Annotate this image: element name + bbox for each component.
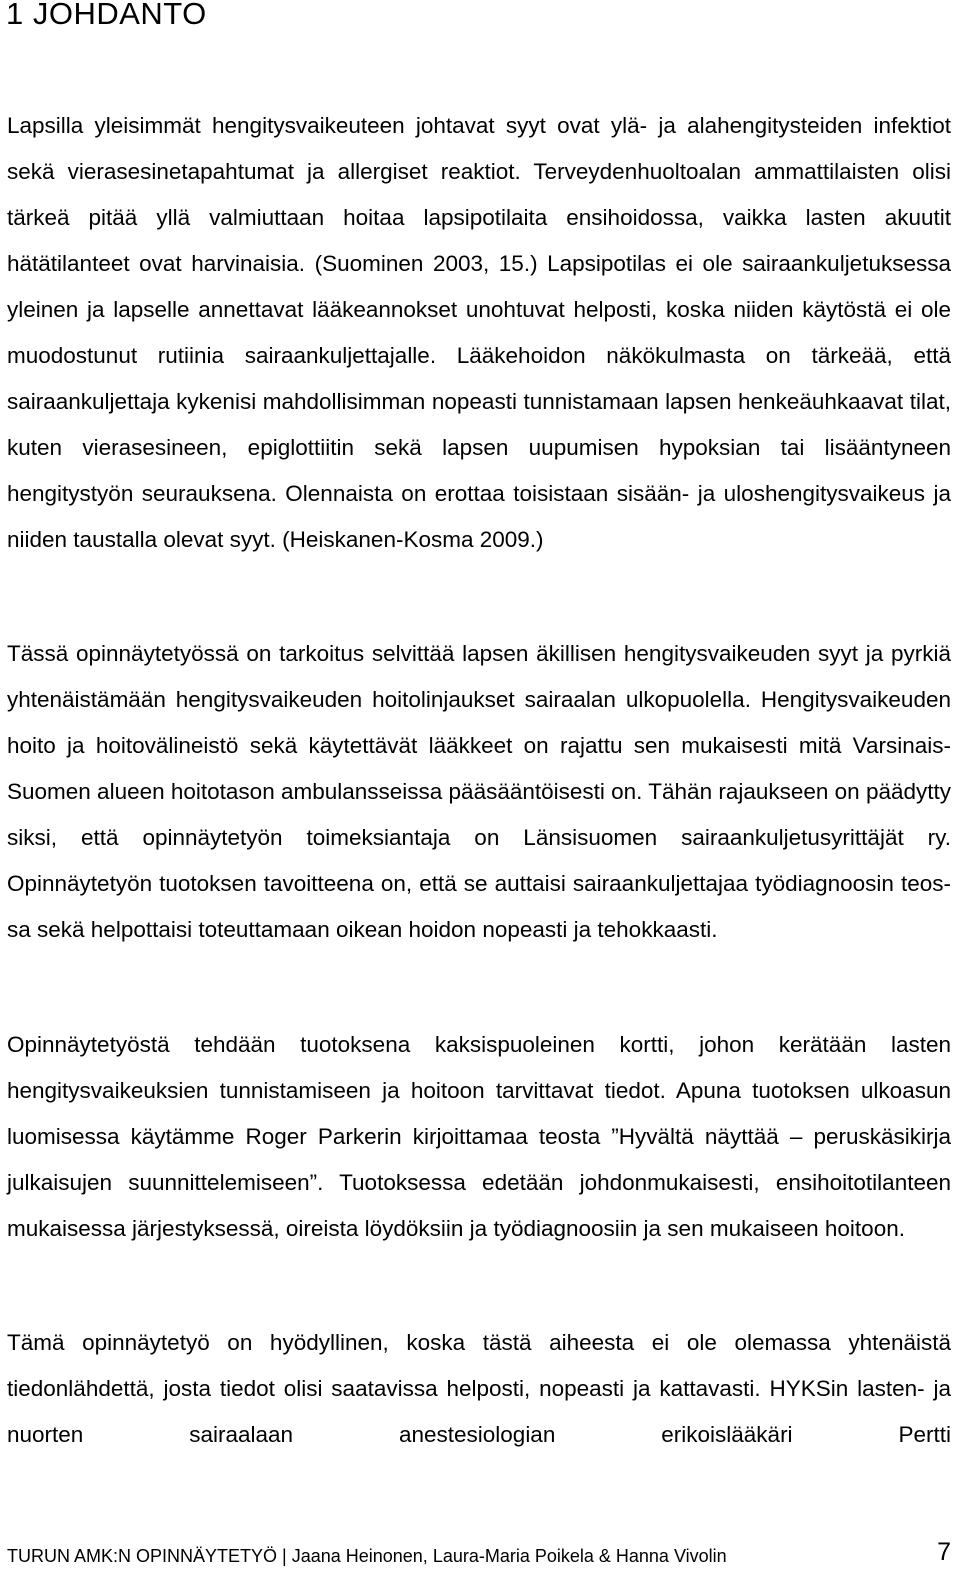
footer-thesis-info: TURUN AMK:N OPINNÄYTETYÖ | Jaana Heinonen, Laura-Maria Poikela & Hanna Vivolin [7,1546,727,1566]
paragraph-4: Tämä opinnäytetyö on hyödyllinen, koska tästä aiheesta ei ole olemassa yhtenäistä tiedonlähdettä, josta tiedot olisi saatavissa helposti, nopeasti ja kattavasti. HYKSin lasten- ja nuorten sairaalaan anestesiologian erikoislääkäri Pertti [7,1330,951,1447]
chapter-heading: 1 JOHDANTO [6,0,207,31]
paragraph-2: Tässä opinnäytetyössä on tarkoitus selvittää lapsen äkillisen hengitysvaikeuden syyt ja pyrkiä yhtenäistämään hengitysvaikeuden hoitolinjaukset sairaalan ulkopuolella. Hengitysvaikeuden hoito ja hoitovälineistö sekä käytettävät lääkkeet on rajattu sen mukaisesti mitä Varsinais-Suomen alueen hoitotason ambulansseissa pääsääntöisesti on. Tähän rajaukseen on päädytty siksi, että opinnäytetyön toimeksiantaja on Länsisuomen sairaankuljetusyrittäjät ry. Opinnäytetyön tuotoksen tavoitteena on, että se auttaisi sairaankuljettajaa työdiagnoosin teossa sekä helpottaisi toteuttamaan oikean hoidon nopeasti ja tehokkaasti. [7,641,951,942]
paragraph-3: Opinnäytetyöstä tehdään tuotoksena kaksispuoleinen kortti, johon kerätään lasten hengitysvaikeuksien tunnistamiseen ja hoitoon tarvittavat tiedot. Apuna tuotoksen ulkoasun luomisessa käytämme Roger Parkerin kirjoittamaa teosta ”Hyvältä näyttää – peruskäsikirja julkaisujen suunnittelemiseen”. Tuotoksessa edetään johdonmukaisesti, ensihoitotilanteen mukaisessa järjestyksessä, oireista löydöksiin ja työdiagnoosiin ja sen mukaiseen hoitoon. [7,1032,951,1241]
page-footer [7,1536,951,1576]
page-number: 7 [937,1538,951,1566]
paragraph-1: Lapsilla yleisimmät hengitysvaikeuteen johtavat syyt ovat ylä- ja alahengitysteiden infektiot sekä vierasesinetapahtumat ja allergiset reaktiot. Terveydenhuoltoalan ammattilaisten olisi tärkeä pitää yllä valmiuttaan hoitaa lapsipotilaita ensihoidossa, vaikka lasten akuutit hätätilanteet ovat harvinaisia. (Suominen 2003, 15.) Lapsipotilas ei ole sairaankuljetuksessa yleinen ja lapselle annettavat lääkeannokset unohtuvat helposti, koska niiden käytöstä ei ole muodostunut rutiinia sairaankuljettajalle. Lääkehoidon näkökulmasta on tärkeää, että sairaankuljettaja kykenisi mahdollisimman nopeasti tunnistamaan lapsen henkeäuhkaavat tilat, kuten vierasesineen, epiglottiitin sekä lapsen uupumisen hypoksian tai lisääntyneen hengitystyön seurauksena. Olennaista on erottaa toisistaan sisään- ja uloshengitysvaikeus ja niiden taustalla olevat syyt. (Heiskanen-Kosma 2009.) [7,113,951,552]
